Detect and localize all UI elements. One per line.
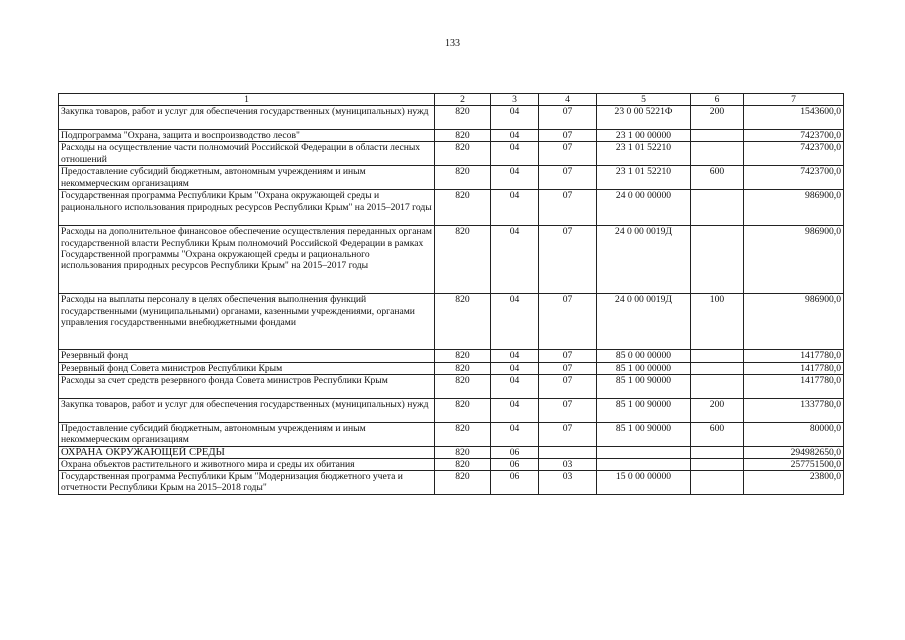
row-expense-type: 200 — [691, 398, 744, 422]
row-name: Расходы на осуществление части полномочий Российской Федерации в области лесных отношений — [59, 142, 435, 166]
table-row — [59, 459, 844, 471]
row-name: Закупка товаров, работ и услуг для обеспечения государственных (муниципальных) нужд — [59, 398, 435, 422]
row-section-code: 04 — [491, 130, 539, 142]
row-subsection-code: 07 — [539, 374, 597, 398]
row-subsection-code: 07 — [539, 142, 597, 166]
row-expense-type: 100 — [691, 294, 744, 350]
column-header-name: 1 — [59, 94, 435, 106]
table-row — [59, 130, 844, 142]
row-name: ОХРАНА ОКРУЖАЮЩЕЙ СРЕДЫ — [59, 446, 435, 458]
row-target-article — [597, 446, 691, 458]
row-amount: 1417780,0 — [744, 350, 844, 362]
row-section-code: 04 — [491, 362, 539, 374]
table-row — [59, 398, 844, 422]
row-ministry-code: 820 — [435, 166, 491, 190]
row-ministry-code: 820 — [435, 362, 491, 374]
row-amount: 257751500,0 — [744, 459, 844, 471]
row-amount: 1543600,0 — [744, 106, 844, 130]
row-expense-type — [691, 459, 744, 471]
row-amount: 986900,0 — [744, 294, 844, 350]
column-header-ministry: 2 — [435, 94, 491, 106]
row-name: Резервный фонд — [59, 350, 435, 362]
row-name: Государственная программа Республики Крым "Охрана окружающей среды и рационального использования природных ресурсов Республики Крым" на 2015–2017 годы — [59, 190, 435, 226]
row-name: Закупка товаров, работ и услуг для обеспечения государственных (муниципальных) нужд — [59, 106, 435, 130]
row-ministry-code: 820 — [435, 130, 491, 142]
row-section-code: 04 — [491, 190, 539, 226]
row-section-code: 04 — [491, 294, 539, 350]
row-subsection-code — [539, 446, 597, 458]
row-target-article: 23 1 01 52210 — [597, 142, 691, 166]
row-ministry-code: 820 — [435, 226, 491, 294]
row-subsection-code: 07 — [539, 398, 597, 422]
row-expense-type: 200 — [691, 106, 744, 130]
row-ministry-code: 820 — [435, 374, 491, 398]
row-target-article: 15 0 00 00000 — [597, 471, 691, 495]
budget-table — [58, 93, 844, 495]
table-row — [59, 471, 844, 495]
row-target-article: 23 1 00 00000 — [597, 130, 691, 142]
row-name: Предоставление субсидий бюджетным, автономным учреждениям и иным некоммерческим организациям — [59, 422, 435, 446]
table-row — [59, 294, 844, 350]
row-target-article: 85 0 00 00000 — [597, 350, 691, 362]
row-subsection-code: 07 — [539, 106, 597, 130]
table-row — [59, 106, 844, 130]
row-amount: 23800,0 — [744, 471, 844, 495]
row-section-code: 04 — [491, 142, 539, 166]
row-section-code: 04 — [491, 422, 539, 446]
row-expense-type — [691, 142, 744, 166]
row-amount: 986900,0 — [744, 190, 844, 226]
row-section-code: 04 — [491, 166, 539, 190]
row-expense-type — [691, 362, 744, 374]
row-expense-type — [691, 350, 744, 362]
row-ministry-code: 820 — [435, 350, 491, 362]
row-subsection-code: 07 — [539, 190, 597, 226]
row-amount: 294982650,0 — [744, 446, 844, 458]
row-ministry-code: 820 — [435, 459, 491, 471]
row-name: Резервный фонд Совета министров Республики Крым — [59, 362, 435, 374]
row-name: Расходы на выплаты персоналу в целях обеспечения выполнения функций государственными (муниципальными) органами, казенными учреждениями, органами управления государственными внебюджетными фондами — [59, 294, 435, 350]
row-expense-type: 600 — [691, 422, 744, 446]
column-header-target-article: 5 — [597, 94, 691, 106]
row-subsection-code: 03 — [539, 459, 597, 471]
row-subsection-code: 07 — [539, 294, 597, 350]
row-section-code: 04 — [491, 226, 539, 294]
table-row — [59, 166, 844, 190]
row-amount: 986900,0 — [744, 226, 844, 294]
table-row — [59, 226, 844, 294]
column-header-expense-type: 6 — [691, 94, 744, 106]
row-target-article: 85 1 00 90000 — [597, 374, 691, 398]
row-subsection-code: 07 — [539, 350, 597, 362]
row-name: Расходы за счет средств резервного фонда Совета министров Республики Крым — [59, 374, 435, 398]
row-section-code: 04 — [491, 398, 539, 422]
row-name: Расходы на дополнительное финансовое обеспечение осуществления переданных органам государственной власти Республики Крым полномочий Российской Федерации в рамках Государственной программы "Охрана окружающей среды и рационального использования природных ресурсов Республики Крым" на 2015–2017 годы — [59, 226, 435, 294]
row-name: Предоставление субсидий бюджетным, автономным учреждениям и иным некоммерческим организациям — [59, 166, 435, 190]
row-amount: 7423700,0 — [744, 166, 844, 190]
row-subsection-code: 07 — [539, 130, 597, 142]
row-section-code: 04 — [491, 374, 539, 398]
column-header-amount: 7 — [744, 94, 844, 106]
row-ministry-code: 820 — [435, 422, 491, 446]
row-ministry-code: 820 — [435, 471, 491, 495]
table-row — [59, 362, 844, 374]
row-expense-type — [691, 130, 744, 142]
row-ministry-code: 820 — [435, 106, 491, 130]
row-section-code: 04 — [491, 106, 539, 130]
row-target-article: 24 0 00 0019Д — [597, 294, 691, 350]
row-target-article: 85 1 00 90000 — [597, 398, 691, 422]
row-expense-type — [691, 374, 744, 398]
row-section-code: 04 — [491, 350, 539, 362]
row-ministry-code: 820 — [435, 190, 491, 226]
row-subsection-code: 03 — [539, 471, 597, 495]
table-row — [59, 374, 844, 398]
row-subsection-code: 07 — [539, 226, 597, 294]
row-target-article: 24 0 00 00000 — [597, 190, 691, 226]
row-expense-type — [691, 190, 744, 226]
row-expense-type — [691, 471, 744, 495]
column-header-subsection: 4 — [539, 94, 597, 106]
row-target-article: 24 0 00 0019Д — [597, 226, 691, 294]
row-expense-type — [691, 446, 744, 458]
row-ministry-code: 820 — [435, 294, 491, 350]
row-target-article: 85 1 00 90000 — [597, 422, 691, 446]
row-target-article: 23 1 01 52210 — [597, 166, 691, 190]
row-amount: 80000,0 — [744, 422, 844, 446]
row-subsection-code: 07 — [539, 362, 597, 374]
table-row — [59, 422, 844, 446]
page-number: 133 — [445, 38, 460, 49]
column-header-section: 3 — [491, 94, 539, 106]
table-header-row — [59, 94, 844, 106]
row-section-code: 06 — [491, 446, 539, 458]
row-target-article: 23 0 00 5221Ф — [597, 106, 691, 130]
row-subsection-code: 07 — [539, 422, 597, 446]
row-target-article — [597, 459, 691, 471]
row-amount: 7423700,0 — [744, 130, 844, 142]
row-ministry-code: 820 — [435, 446, 491, 458]
row-amount: 7423700,0 — [744, 142, 844, 166]
row-name: Государственная программа Республики Крым "Модернизация бюджетного учета и отчетности Республики Крым на 2015–2018 годы" — [59, 471, 435, 495]
row-target-article: 85 1 00 00000 — [597, 362, 691, 374]
row-ministry-code: 820 — [435, 142, 491, 166]
row-expense-type: 600 — [691, 166, 744, 190]
table-row — [59, 190, 844, 226]
row-expense-type — [691, 226, 744, 294]
table-row — [59, 142, 844, 166]
row-amount: 1337780,0 — [744, 398, 844, 422]
row-subsection-code: 07 — [539, 166, 597, 190]
row-section-code: 06 — [491, 471, 539, 495]
row-amount: 1417780,0 — [744, 362, 844, 374]
row-name: Подпрограмма "Охрана, защита и воспроизводство лесов" — [59, 130, 435, 142]
row-name: Охрана объектов растительного и животного мира и среды их обитания — [59, 459, 435, 471]
row-ministry-code: 820 — [435, 398, 491, 422]
row-section-code: 06 — [491, 459, 539, 471]
table-row — [59, 350, 844, 362]
table-row — [59, 446, 844, 458]
row-amount: 1417780,0 — [744, 374, 844, 398]
